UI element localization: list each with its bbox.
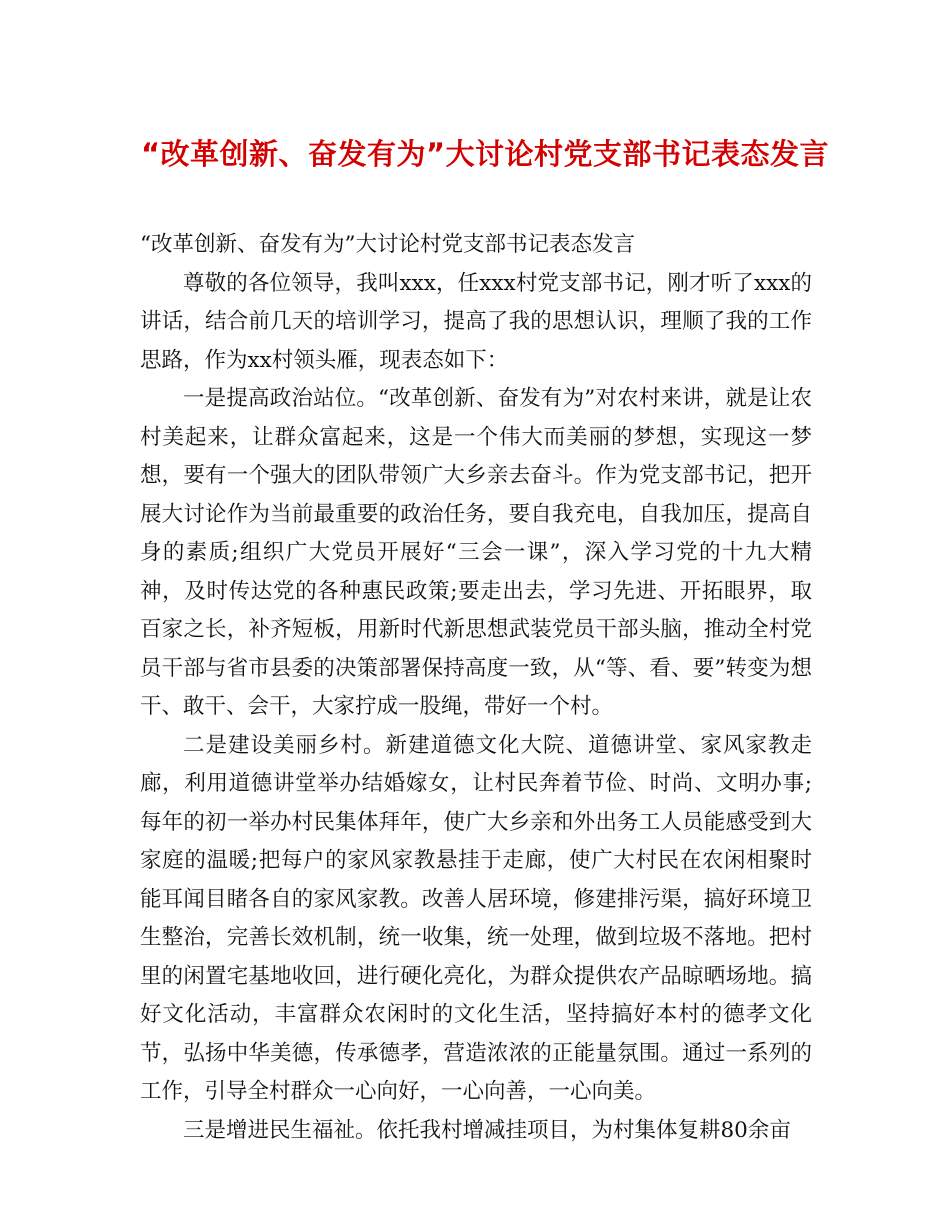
paragraph-livelihood: 三是增进民生福祉。依托我村增减挂项目，为村集体复耕80余亩 [183,1117,791,1143]
paragraph-greeting: 尊敬的各位领导，我叫xxx，任xxx村党支部书记，刚才听了xxx的讲话，结合前几天的培训学习，提高了我的思想认识，理顺了我的工作思路，作为xx村领头雁，现表态如下： [140,270,812,373]
paragraph-beautiful-village: 二是建设美丽乡村。新建道德文化大院、道德讲堂、家风家教走廊，利用道德讲堂举办结婚嫁女，让村民奔着节俭、时尚、文明办事;每年的初一举办村民集体拜年，使广大乡亲和外出务工人员能感受到大家庭的温暖;把每户的家风家教悬挂于走廊，使广大村民在农闲相聚时能耳闻目睹各自的家风家教。改善人居环境，修建排污渠，搞好环境卫生整治，完善长效机制，统一收集，统一处理，做到垃圾不落地。把村里的闲置宅基地收回，进行硬化亮化，为群众提供农产品晾晒场地。搞好文化活动，丰富群众农闲时的文化生活，坚持搞好本村的德孝文化节，弘扬中华美德，传承德孝，营造浓浓的正能量氛围。通过一系列的工作，引导全村群众一心向好，一心向善，一心向美。 [140,732,812,1104]
paragraph-political-stance: 一是提高政治站位。“改革创新、奋发有为”对农村来讲，就是让农村美起来，让群众富起来，这是一个伟大而美丽的梦想，实现这一梦想，要有一个强大的团队带领广大乡亲去奋斗。作为党支部书记，把开展大讨论作为当前最重要的政治任务，要自我充电，自我加压，提高自身的素质;组织广大党员开展好“三会一课”，深入学习党的十九大精神，及时传达党的各种惠民政策;要走出去，学习先进、开拓眼界，取百家之长，补齐短板，用新时代新思想武装党员干部头脑，推动全村党员干部与省市县委的决策部署保持高度一致，从“等、看、要”转变为想干、敢干、会干，大家拧成一股绳，带好一个村。 [140,386,812,719]
document-title: “改革创新、奋发有为”大讨论村党支部书记表态发言 [140,137,830,171]
document-body [140,226,812,1150]
document-subtitle: “改革创新、奋发有为”大讨论村党支部书记表态发言 [140,232,635,257]
